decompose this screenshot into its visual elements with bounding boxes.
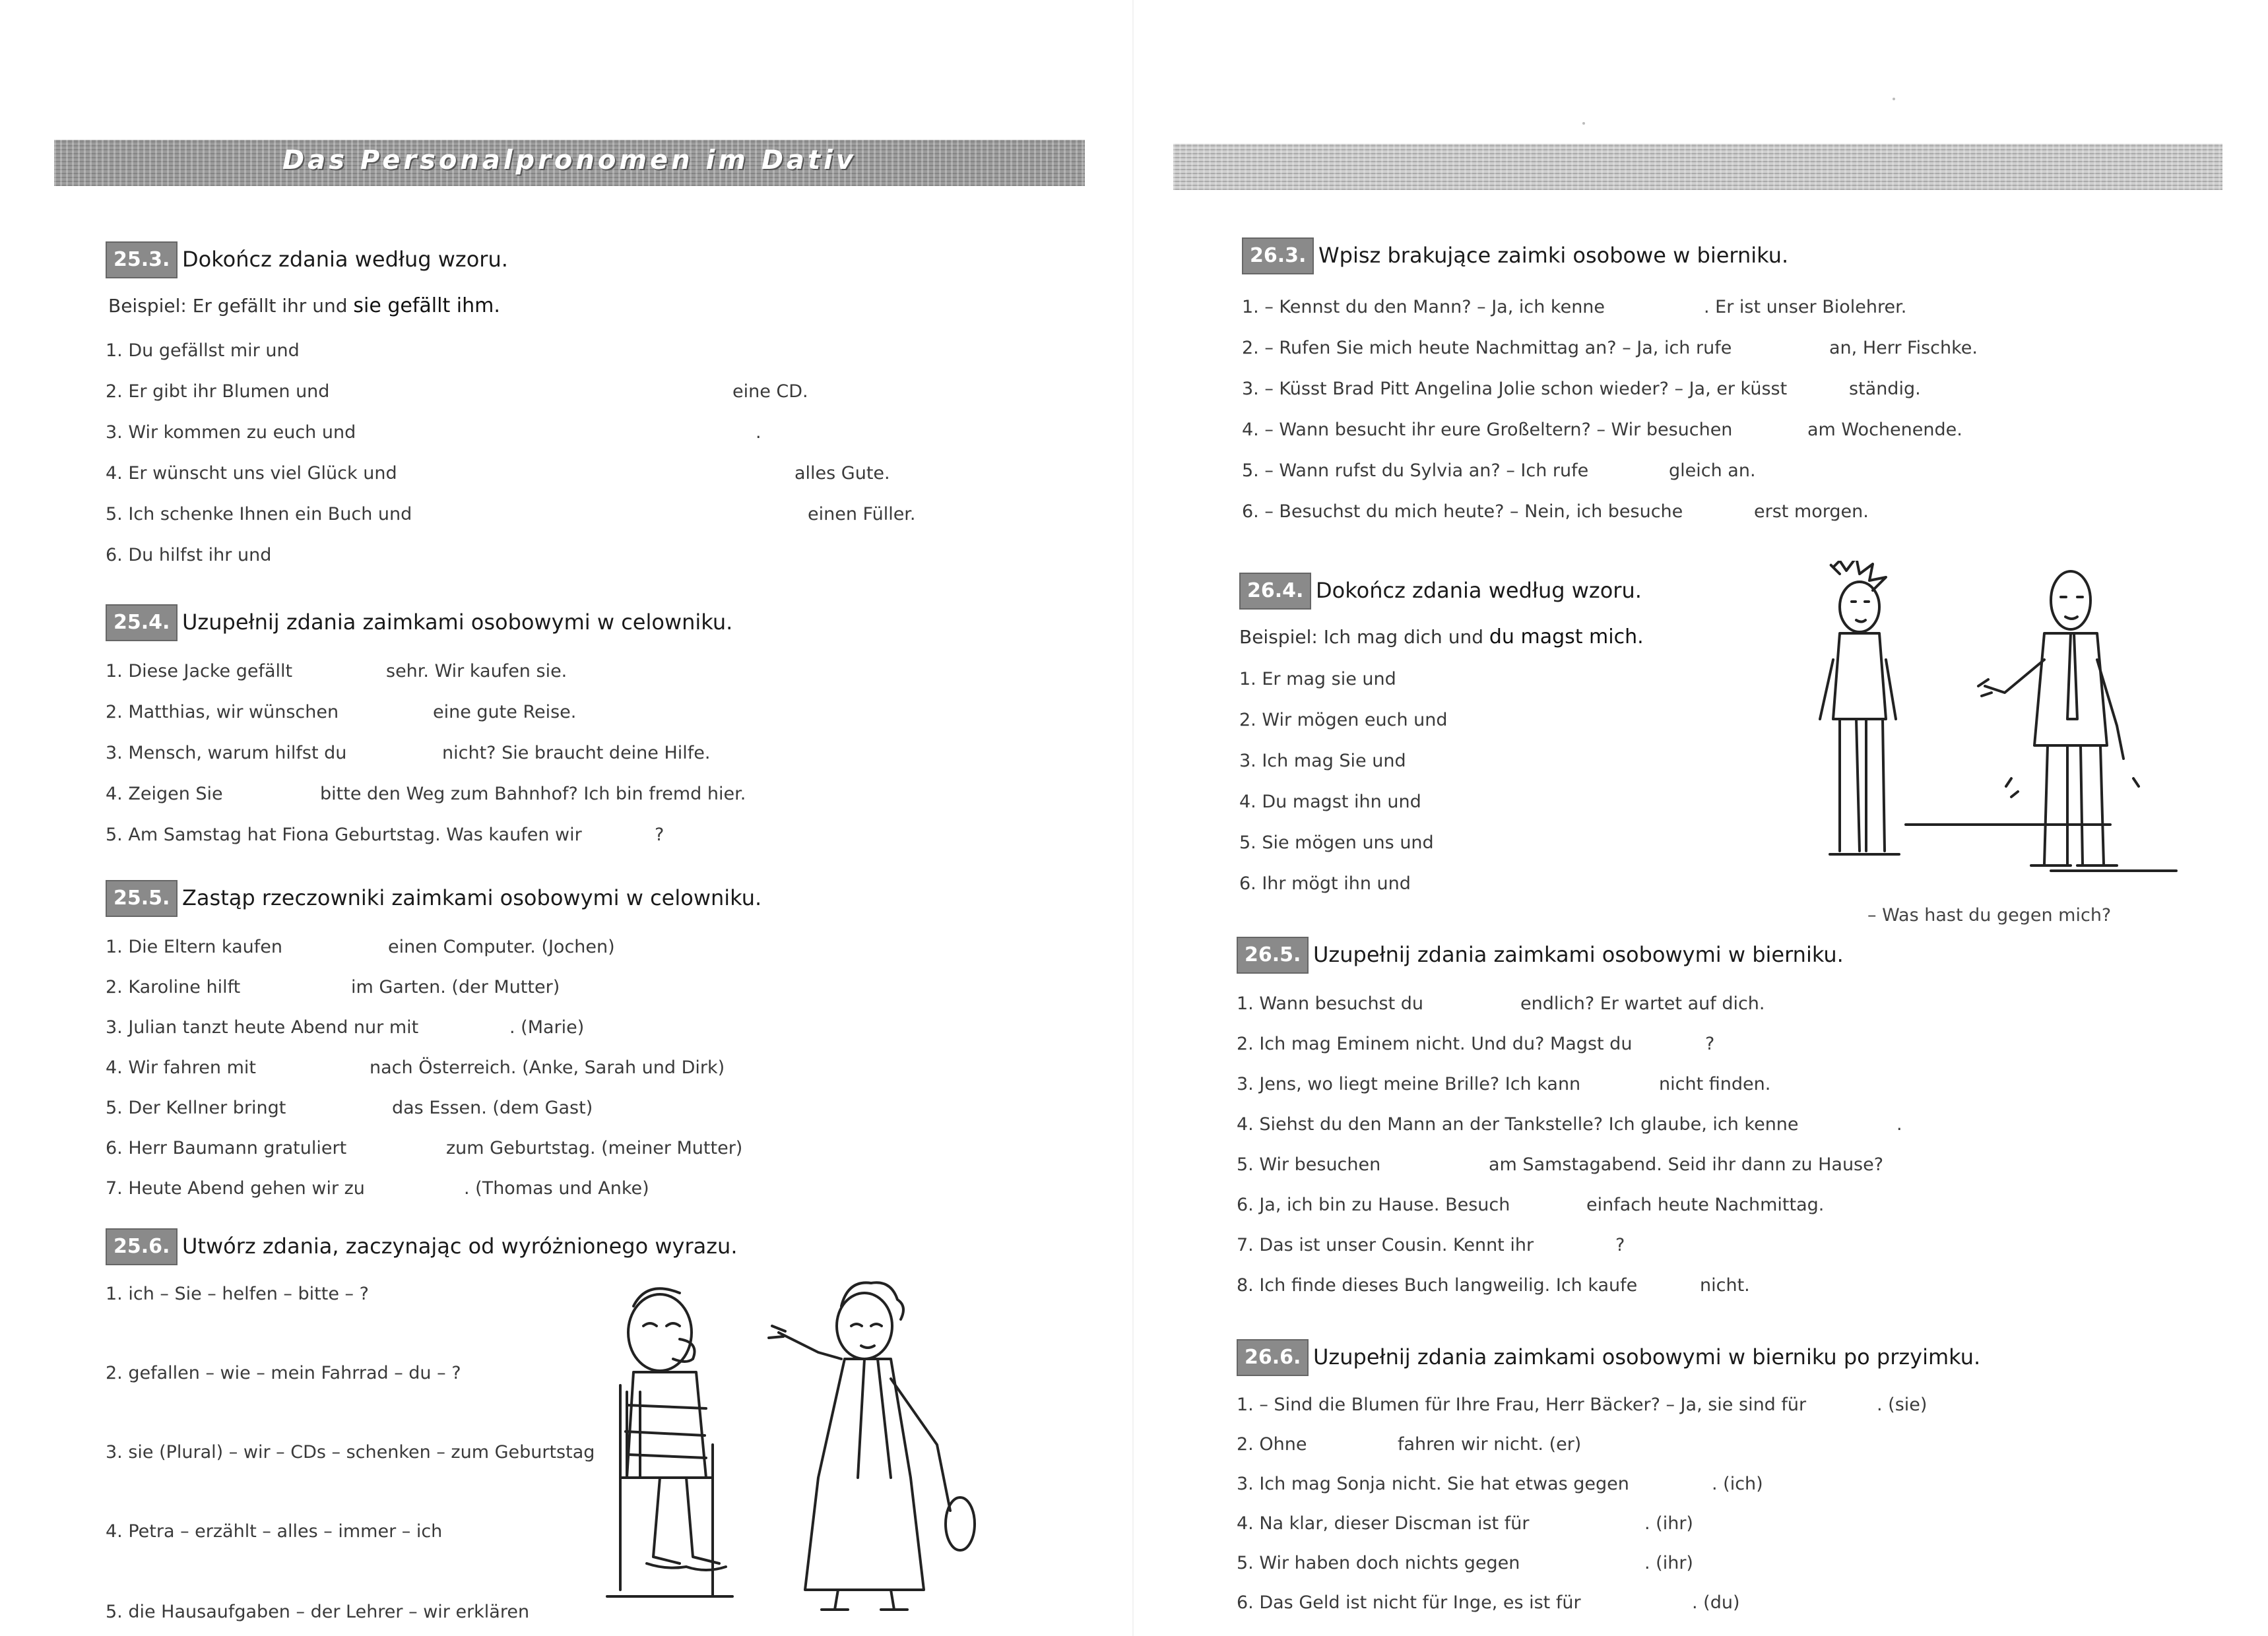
- exercise-number-badge: 26.5.: [1237, 937, 1309, 974]
- exercise-instruction: Wpisz brakujące zaimki osobowe w bierniku.: [1318, 243, 1789, 268]
- exercise-instruction: Utwórz zdania, zaczynając od wyróżnionego wyrazu.: [182, 1234, 738, 1259]
- cartoon-two-men: [1767, 561, 2189, 877]
- exercise-instruction: Dokończ zdania według wzoru.: [1316, 578, 1642, 603]
- exercise-number-badge: 25.4.: [106, 604, 178, 641]
- exercise-number-badge: 26.3.: [1242, 237, 1314, 274]
- example-label: Beispiel:: [1239, 626, 1318, 648]
- example-line: [108, 294, 500, 317]
- exercise-number-badge: 25.6.: [106, 1228, 178, 1265]
- cartoon-caption: – Was hast du gegen mich?: [1867, 905, 2112, 926]
- exercise-instruction: Zastąp rzeczowniki zaimkami osobowymi w celowniku.: [182, 885, 762, 910]
- example-text: Ich mag dich und: [1323, 626, 1483, 648]
- example-answer: du magst mich.: [1489, 625, 1644, 648]
- exercise-instruction: Uzupełnij zdania zaimkami osobowymi w bierniku.: [1313, 942, 1844, 967]
- example-text: Er gefällt ihr und: [192, 295, 348, 317]
- chapter-banner-faded: [1173, 144, 2222, 190]
- chapter-title: Das Personalpronomen im Dativ: [282, 145, 857, 175]
- example-answer: sie gefällt ihm.: [353, 294, 500, 317]
- exercise-number-badge: 26.4.: [1239, 573, 1311, 610]
- scan-speck: [1893, 98, 1895, 100]
- right-page: 26.3. Wpisz brakujące zaimki osobowe w bierniku. 1. – Kennst du den Mann? – Ja, ich kenne . Er ist unser Biolehrer. 2. – Rufen Sie mich heute Nachmittag an? – Ja, ich rufe an, Herr Fischke. 3. – Küsst Brad Pitt Angelina Jolie schon wieder? – Ja, er küsst ständig. 4. – Wann besucht ihr eure Großeltern? – Wir besuchen am Wochenende. 5. – Wann rufst du Sylvia an? – Ich rufe gleich an. 6. – Besuchst du mich heute? – Nein, ich besuche erst morgen. 26.4. Dokończ zdania według wzoru. Beispiel: Ich mag dich und du magst mich. 1. Er mag sie und 2. Wir mögen euch und 3. Ich mag Sie und 4. Du magst ihn und 5. Sie mögen uns und 6. Ihr mögt ihn und – Was hast du gegen mich? 26.5. Uzupełnij zdania zaimkami osobowymi w bierniku. 1. Wann besuchst du endlich? Er wartet auf dich. 2. Ich mag Eminem nicht. Und du? Magst du ? 3. Jens, wo liegt meine Brille? Ich kann nicht finden. 4. Siehst du den Mann an der Tankstelle? Ich glaube, ich kenne . 5. Wir besuchen am Samstagabend. Seid ihr dann zu Hause? 6. Ja, ich bin zu Hause. Besuch einfach heute Nachmittag. 7. Das ist unser Cousin. Kennt ihr ? 8. Ich finde dieses Buch langweilig. Ich kaufe nicht. 26.6. Uzupełnij zdania zaimkami osobowymi w bierniku po przyimku. 1. – Sind die Blumen für Ihre Frau, Herr Bäcker? – Ja, sie sind für . (sie) 2. Ohne fahren wir nicht. (er) 3. Ich mag Sonja nicht. Sie hat etwas gegen . (ich) 4. Na klar, dieser Discman ist für . (ihr) 5. Wir haben doch nichts gegen . (ihr) 6. Das Geld ist nicht für Inge, es ist für . (du): [1134, 0, 2268, 1636]
- cartoon-tied-man-and-woman: [581, 1280, 1043, 1623]
- exercise-number-badge: 26.6.: [1237, 1339, 1309, 1376]
- exercise-instruction: Uzupełnij zdania zaimkami osobowymi w bierniku po przyimku.: [1313, 1344, 1981, 1369]
- chapter-banner: [54, 140, 1085, 186]
- exercise-number-badge: 25.3.: [106, 241, 178, 278]
- exercise-instruction: Uzupełnij zdania zaimkami osobowymi w celowniku.: [182, 610, 733, 635]
- scan-speck: [1582, 122, 1585, 125]
- example-line: [1239, 625, 1644, 648]
- left-page: Das Personalpronomen im Dativ 25.3. Dokończ zdania według wzoru. Beispiel: Er gefällt ihr und sie gefällt ihm. 1. Du gefällst mir und 2. Er gibt ihr Blumen und eine CD. 3. Wir kommen zu euch und . 4. Er wünscht uns viel Glück und alles Gute. 5. Ich schenke Ihnen ein Buch und einen Füller. 6. Du hilfst ihr und 25.4. Uzupełnij zdania zaimkami osobowymi w celowniku. 1. Diese Jacke gefällt sehr. Wir kaufen sie. 2. Matthias, wir wünschen eine gute Reise. 3. Mensch, warum hilfst du nicht? Sie braucht deine Hilfe. 4. Zeigen Sie bitte den Weg zum Bahnhof? Ich bin fremd hier. 5. Am Samstag hat Fiona Geburtstag. Was kaufen wir ? 25.5. Zastąp rzeczowniki zaimkami osobowymi w celowniku. 1. Die Eltern kaufen einen Computer. (Jochen) 2. Karoline hilft im Garten. (der Mutter) 3. Julian tanzt heute Abend nur mit . (Marie) 4. Wir fahren mit nach Österreich. (Anke, Sarah und Dirk) 5. Der Kellner bringt das Essen. (dem Gast) 6. Herr Baumann gratuliert zum Geburtstag. (meiner Mutter) 7. Heute Abend gehen wir zu . (Thomas und Anke) 25.6. Utwórz zdania, zaczynając od wyróżnionego wyrazu. 1. ich – Sie – helfen – bitte – ? 2. gefallen – wie – mein Fahrrad – du – ? 3. sie (Plural) – wir – CDs – schenken – zum Geburtstag 4. Petra – erzählt – alles – immer – ich 5. die Hausaufgaben – der Lehrer – wir erklären: [0, 0, 1134, 1636]
- example-label: Beispiel:: [108, 295, 187, 317]
- exercise-number-badge: 25.5.: [106, 880, 178, 917]
- exercise-instruction: Dokończ zdania według wzoru.: [182, 247, 508, 272]
